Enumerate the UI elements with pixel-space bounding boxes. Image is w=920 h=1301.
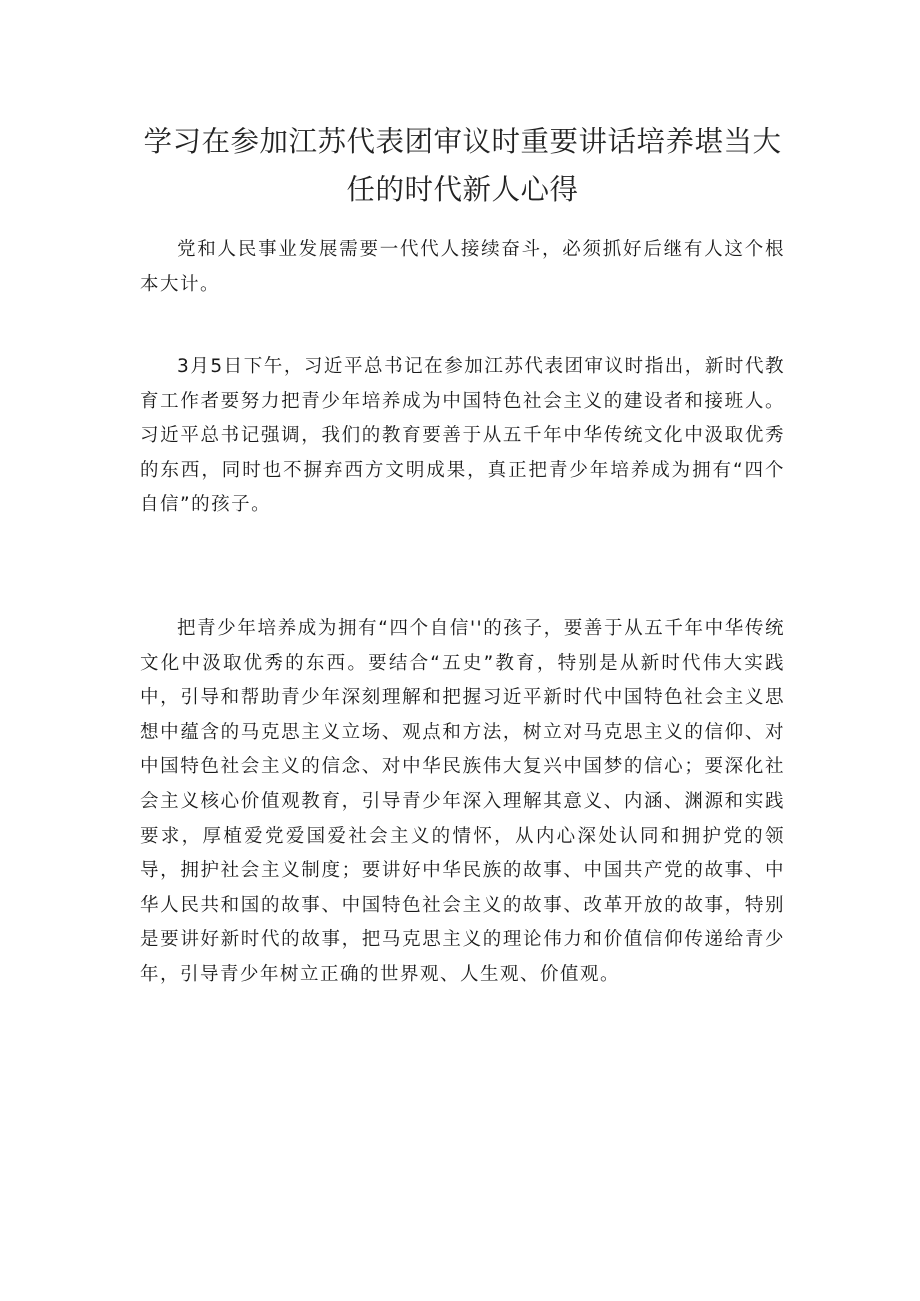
document-title bbox=[140, 118, 785, 214]
title-line-1: 学习在参加江苏代表团审议时重要讲话培养堪当大 bbox=[143, 125, 782, 158]
title-line-2: 任的时代新人心得 bbox=[346, 173, 579, 206]
paragraph-2: 3月5日下午，习近平总书记在参加江苏代表团审议时指出，新时代教育工作者要努力把青少年培养成为中国特色社会主义的建设者和接班人。习近平总书记强调，我们的教育要善于从五千年中华传统文化中汲取优秀的东西，同时也不摒弃西方文明成果，真正把青少年培养成为拥有“四个自信”的孩子。 bbox=[140, 356, 785, 516]
paragraph-1: 党和人民事业发展需要一代代人接续奋斗，必须抓好后继有人这个根本大计。 bbox=[140, 239, 785, 295]
paragraph-3: 把青少年培养成为拥有“四个自信''的孩子，要善于从五千年中华传统文化中汲取优秀的东西。要结合“五史”教育，特别是从新时代伟大实践中，引导和帮助青少年深刻理解和把握习近平新时代中国特色社会主义思想中蕴含的马克思主义立场、观点和方法，树立对马克思主义的信仰、对中国特色社会主义的信念、对中华民族伟大复兴中国梦的信心；要深化社会主义核心价值观教育，引导青少年深入理解其意义、内涵、渊源和实践要求，厚植爱党爱国爱社会主义的情怀，从内心深处认同和拥护党的领导，拥护社会主义制度；要讲好中华民族的故事、中国共产党的故事、中华人民共和国的故事、中国特色社会主义的故事、改革开放的故事，特别是要讲好新时代的故事，把马克思主义的理论伟力和价值信仰传递给青少年，引导青少年树立正确的世界观、人生观、价值观。 bbox=[140, 618, 785, 985]
